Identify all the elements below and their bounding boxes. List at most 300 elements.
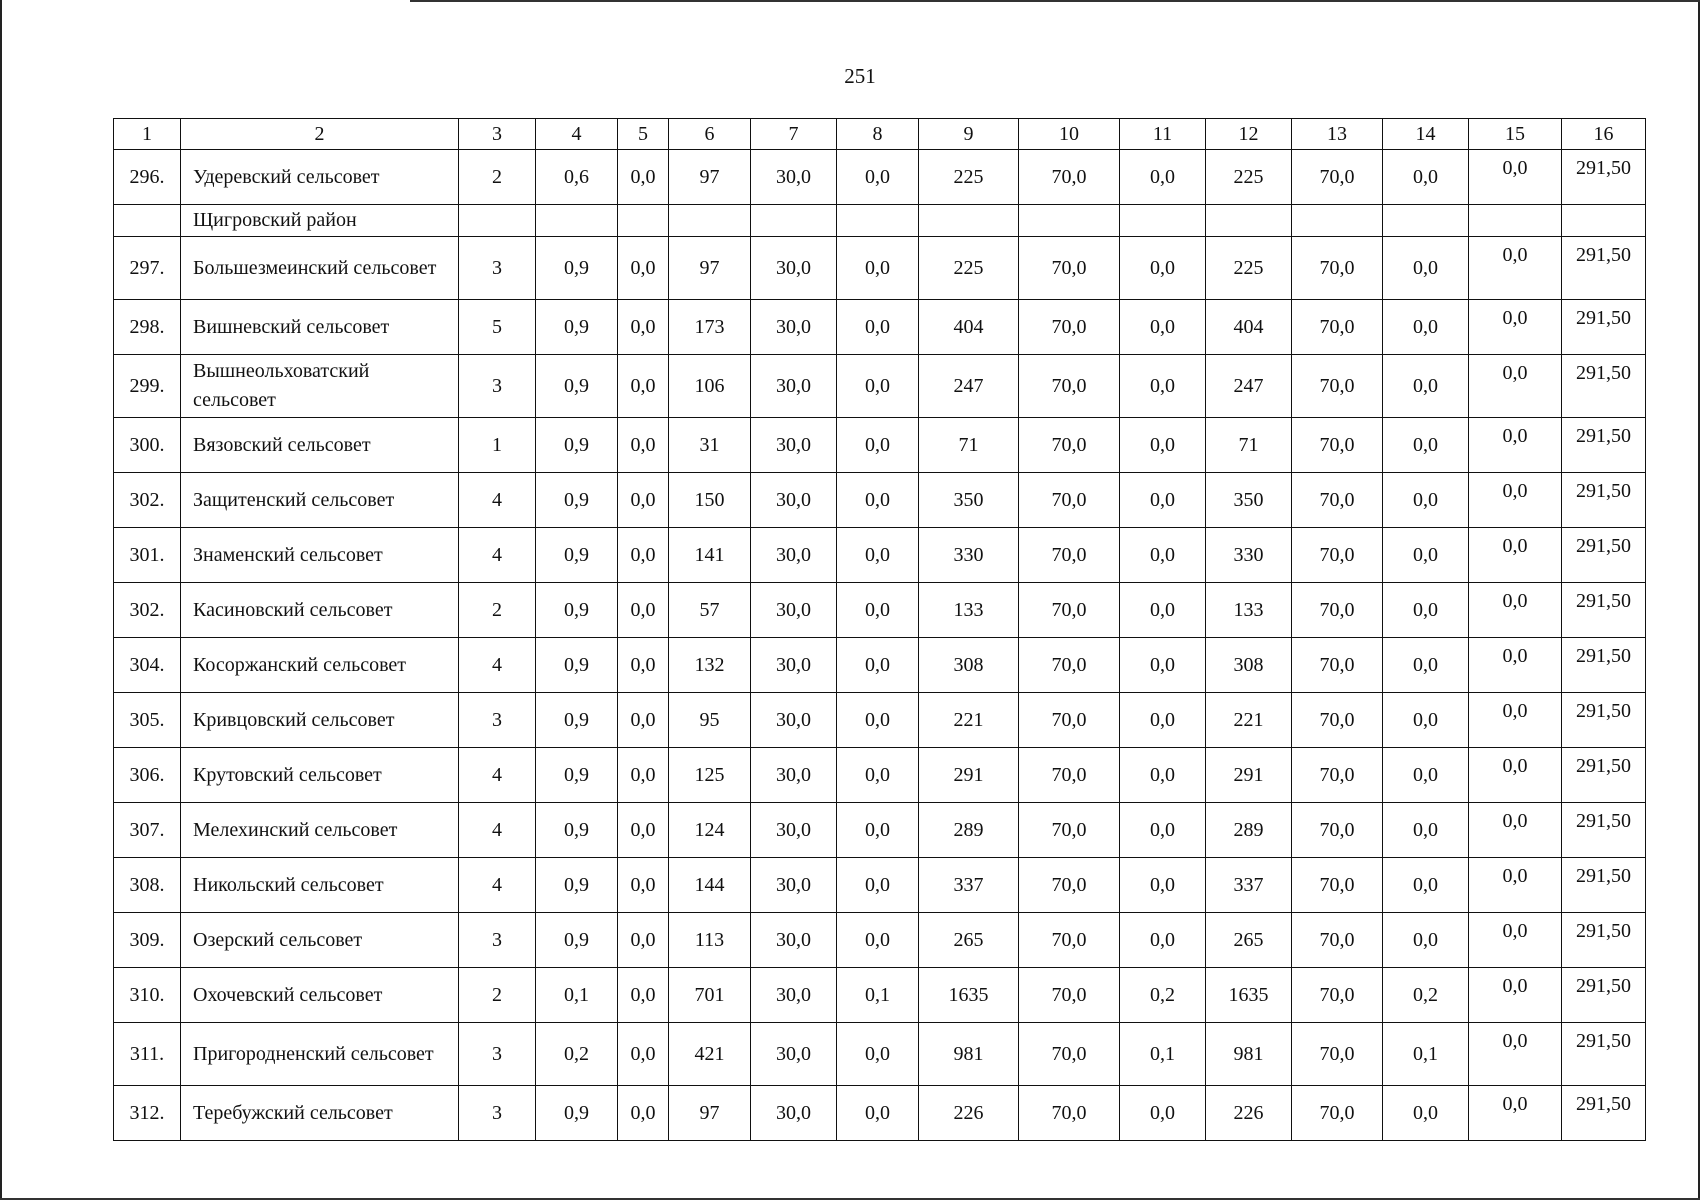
value-cell: 0,1 xyxy=(1120,1023,1206,1086)
value-cell: 3 xyxy=(459,1086,536,1141)
value-cell: 0,0 xyxy=(1469,528,1562,583)
value-cell: 265 xyxy=(919,913,1019,968)
value-cell: 0,0 xyxy=(837,528,919,583)
page-number: 251 xyxy=(844,64,876,88)
value-cell: 70,0 xyxy=(1019,355,1120,418)
value-cell: 308 xyxy=(1206,638,1292,693)
column-number-header: 6 xyxy=(669,119,751,150)
value-cell: 0,0 xyxy=(837,913,919,968)
value-cell: 291,50 xyxy=(1562,748,1646,803)
value-cell: 0,0 xyxy=(1120,473,1206,528)
value-cell: 0,1 xyxy=(837,968,919,1023)
value-cell: 226 xyxy=(1206,1086,1292,1141)
value-cell: 150 xyxy=(669,473,751,528)
row-number-cell: 301. xyxy=(114,528,181,583)
table-body xyxy=(114,119,1646,1141)
value-cell: 70,0 xyxy=(1019,237,1120,300)
value-cell: 30,0 xyxy=(751,1023,837,1086)
table-row xyxy=(114,300,1646,355)
value-cell: 0,0 xyxy=(1383,300,1469,355)
value-cell: 0,6 xyxy=(536,150,618,205)
settlement-name-cell: Вязовский сельсовет xyxy=(181,418,459,473)
row-number-cell: 302. xyxy=(114,583,181,638)
value-cell: 70,0 xyxy=(1019,150,1120,205)
row-number-cell: 311. xyxy=(114,1023,181,1086)
value-cell: 0,0 xyxy=(618,355,669,418)
value-cell: 0,0 xyxy=(1469,693,1562,748)
table-row xyxy=(114,913,1646,968)
empty-cell xyxy=(919,205,1019,237)
value-cell: 4 xyxy=(459,748,536,803)
value-cell: 97 xyxy=(669,150,751,205)
value-cell: 70,0 xyxy=(1019,418,1120,473)
value-cell: 291,50 xyxy=(1562,693,1646,748)
column-number-row xyxy=(114,119,1646,150)
settlement-name-cell: Касиновский сельсовет xyxy=(181,583,459,638)
value-cell: 0,0 xyxy=(618,1086,669,1141)
value-cell: 70,0 xyxy=(1019,583,1120,638)
value-cell: 0,9 xyxy=(536,300,618,355)
value-cell: 0,9 xyxy=(536,803,618,858)
value-cell: 132 xyxy=(669,638,751,693)
value-cell: 0,2 xyxy=(536,1023,618,1086)
value-cell: 289 xyxy=(1206,803,1292,858)
value-cell: 0,0 xyxy=(837,638,919,693)
value-cell: 0,0 xyxy=(618,583,669,638)
value-cell: 337 xyxy=(1206,858,1292,913)
district-name: Щигровский район xyxy=(181,205,459,237)
value-cell: 291,50 xyxy=(1562,418,1646,473)
value-cell: 0,0 xyxy=(1383,418,1469,473)
empty-cell xyxy=(1562,205,1646,237)
row-number-cell: 297. xyxy=(114,237,181,300)
value-cell: 291,50 xyxy=(1562,300,1646,355)
value-cell: 0,0 xyxy=(618,803,669,858)
value-cell: 981 xyxy=(919,1023,1019,1086)
table-row xyxy=(114,638,1646,693)
value-cell: 30,0 xyxy=(751,968,837,1023)
value-cell: 125 xyxy=(669,748,751,803)
column-number-header: 7 xyxy=(751,119,837,150)
value-cell: 0,0 xyxy=(1120,528,1206,583)
row-number-cell: 310. xyxy=(114,968,181,1023)
value-cell: 1635 xyxy=(919,968,1019,1023)
row-number-cell: 305. xyxy=(114,693,181,748)
column-number-header: 2 xyxy=(181,119,459,150)
value-cell: 291,50 xyxy=(1562,150,1646,205)
value-cell: 30,0 xyxy=(751,150,837,205)
value-cell: 330 xyxy=(919,528,1019,583)
value-cell: 30,0 xyxy=(751,583,837,638)
value-cell: 4 xyxy=(459,803,536,858)
value-cell: 0,0 xyxy=(1469,473,1562,528)
value-cell: 0,0 xyxy=(1383,528,1469,583)
value-cell: 0,0 xyxy=(1469,913,1562,968)
value-cell: 0,0 xyxy=(837,803,919,858)
row-number-cell: 309. xyxy=(114,913,181,968)
value-cell: 0,9 xyxy=(536,528,618,583)
value-cell: 0,0 xyxy=(1120,1086,1206,1141)
settlement-name-cell: Защитенский сельсовет xyxy=(181,473,459,528)
value-cell: 0,0 xyxy=(837,1023,919,1086)
column-number-header: 1 xyxy=(114,119,181,150)
value-cell: 291,50 xyxy=(1562,803,1646,858)
value-cell: 3 xyxy=(459,693,536,748)
value-cell: 0,0 xyxy=(618,300,669,355)
settlement-name-cell: Пригородненский сельсовет xyxy=(181,1023,459,1086)
row-number-cell: 298. xyxy=(114,300,181,355)
value-cell: 3 xyxy=(459,355,536,418)
value-cell: 0,0 xyxy=(618,150,669,205)
table-row xyxy=(114,355,1646,418)
settlement-name-cell: Теребужский сельсовет xyxy=(181,1086,459,1141)
value-cell: 0,0 xyxy=(1383,1086,1469,1141)
table-row xyxy=(114,803,1646,858)
value-cell: 144 xyxy=(669,858,751,913)
table-row xyxy=(114,237,1646,300)
row-number-cell: 304. xyxy=(114,638,181,693)
value-cell: 3 xyxy=(459,913,536,968)
value-cell: 0,0 xyxy=(1469,968,1562,1023)
value-cell: 0,0 xyxy=(1469,748,1562,803)
table-row xyxy=(114,418,1646,473)
value-cell: 225 xyxy=(1206,150,1292,205)
value-cell: 4 xyxy=(459,473,536,528)
value-cell: 71 xyxy=(919,418,1019,473)
value-cell: 70,0 xyxy=(1019,473,1120,528)
empty-cell xyxy=(1383,205,1469,237)
value-cell: 0,0 xyxy=(1120,748,1206,803)
value-cell: 30,0 xyxy=(751,1086,837,1141)
value-cell: 30,0 xyxy=(751,418,837,473)
value-cell: 5 xyxy=(459,300,536,355)
settlement-name-cell: Вишневский сельсовет xyxy=(181,300,459,355)
value-cell: 0,0 xyxy=(837,300,919,355)
value-cell: 291,50 xyxy=(1562,237,1646,300)
value-cell: 0,0 xyxy=(1383,803,1469,858)
value-cell: 0,9 xyxy=(536,418,618,473)
value-cell: 0,0 xyxy=(618,237,669,300)
value-cell: 3 xyxy=(459,1023,536,1086)
settlement-name-cell: Вышнеольховатский сельсовет xyxy=(181,355,459,418)
value-cell: 70,0 xyxy=(1292,583,1383,638)
table-row xyxy=(114,1086,1646,1141)
column-number-header: 8 xyxy=(837,119,919,150)
settlement-name-cell: Озерский сельсовет xyxy=(181,913,459,968)
value-cell: 0,0 xyxy=(1383,693,1469,748)
value-cell: 0,0 xyxy=(1469,583,1562,638)
value-cell: 0,9 xyxy=(536,693,618,748)
empty-cell xyxy=(751,205,837,237)
settlement-name-cell: Мелехинский сельсовет xyxy=(181,803,459,858)
value-cell: 291,50 xyxy=(1562,1023,1646,1086)
value-cell: 291,50 xyxy=(1562,1086,1646,1141)
empty-cell xyxy=(837,205,919,237)
value-cell: 0,0 xyxy=(1469,150,1562,205)
empty-cell xyxy=(536,205,618,237)
value-cell: 0,0 xyxy=(618,913,669,968)
row-number-cell: 312. xyxy=(114,1086,181,1141)
value-cell: 70,0 xyxy=(1292,528,1383,583)
value-cell: 0,0 xyxy=(1120,300,1206,355)
value-cell: 2 xyxy=(459,150,536,205)
empty-cell xyxy=(669,205,751,237)
table-row xyxy=(114,968,1646,1023)
value-cell: 30,0 xyxy=(751,858,837,913)
value-cell: 350 xyxy=(919,473,1019,528)
value-cell: 0,9 xyxy=(536,237,618,300)
column-number-header: 14 xyxy=(1383,119,1469,150)
value-cell: 0,0 xyxy=(1469,355,1562,418)
value-cell: 350 xyxy=(1206,473,1292,528)
value-cell: 30,0 xyxy=(751,693,837,748)
value-cell: 0,0 xyxy=(1469,858,1562,913)
empty-cell xyxy=(459,205,536,237)
value-cell: 70,0 xyxy=(1292,355,1383,418)
value-cell: 225 xyxy=(1206,237,1292,300)
value-cell: 0,0 xyxy=(1383,858,1469,913)
value-cell: 70,0 xyxy=(1292,638,1383,693)
settlement-name-cell: Кривцовский сельсовет xyxy=(181,693,459,748)
value-cell: 0,0 xyxy=(618,418,669,473)
value-cell: 0,0 xyxy=(837,418,919,473)
value-cell: 70,0 xyxy=(1292,300,1383,355)
value-cell: 70,0 xyxy=(1292,748,1383,803)
column-number-header: 16 xyxy=(1562,119,1646,150)
value-cell: 226 xyxy=(919,1086,1019,1141)
value-cell: 0,0 xyxy=(1383,638,1469,693)
value-cell: 0,0 xyxy=(618,473,669,528)
table-row xyxy=(114,150,1646,205)
value-cell: 0,9 xyxy=(536,583,618,638)
value-cell: 0,0 xyxy=(1469,300,1562,355)
value-cell: 0,9 xyxy=(536,913,618,968)
value-cell: 291,50 xyxy=(1562,968,1646,1023)
value-cell: 0,0 xyxy=(618,693,669,748)
page-border-top xyxy=(410,0,1700,2)
value-cell: 30,0 xyxy=(751,355,837,418)
value-cell: 95 xyxy=(669,693,751,748)
value-cell: 225 xyxy=(919,150,1019,205)
value-cell: 70,0 xyxy=(1019,300,1120,355)
empty-cell xyxy=(1120,205,1206,237)
settlement-name-cell: Знаменский сельсовет xyxy=(181,528,459,583)
value-cell: 0,0 xyxy=(837,150,919,205)
value-cell: 0,0 xyxy=(1383,913,1469,968)
value-cell: 0,0 xyxy=(618,1023,669,1086)
row-number-cell: 302. xyxy=(114,473,181,528)
value-cell: 404 xyxy=(1206,300,1292,355)
empty-cell xyxy=(1292,205,1383,237)
value-cell: 70,0 xyxy=(1292,803,1383,858)
district-header-row xyxy=(114,205,1646,237)
value-cell: 30,0 xyxy=(751,473,837,528)
column-number-header: 9 xyxy=(919,119,1019,150)
table-row xyxy=(114,748,1646,803)
value-cell: 1 xyxy=(459,418,536,473)
value-cell: 0,0 xyxy=(1383,473,1469,528)
value-cell: 247 xyxy=(1206,355,1292,418)
value-cell: 30,0 xyxy=(751,528,837,583)
value-cell: 70,0 xyxy=(1019,693,1120,748)
value-cell: 0,0 xyxy=(618,858,669,913)
value-cell: 0,0 xyxy=(1120,638,1206,693)
value-cell: 0,0 xyxy=(1469,638,1562,693)
value-cell: 291,50 xyxy=(1562,583,1646,638)
value-cell: 1635 xyxy=(1206,968,1292,1023)
value-cell: 2 xyxy=(459,583,536,638)
value-cell: 0,0 xyxy=(837,237,919,300)
empty-cell xyxy=(618,205,669,237)
value-cell: 0,0 xyxy=(1469,418,1562,473)
value-cell: 0,0 xyxy=(1469,803,1562,858)
value-cell: 3 xyxy=(459,237,536,300)
value-cell: 0,0 xyxy=(837,858,919,913)
value-cell: 330 xyxy=(1206,528,1292,583)
value-cell: 0,0 xyxy=(837,1086,919,1141)
value-cell: 0,9 xyxy=(536,858,618,913)
value-cell: 124 xyxy=(669,803,751,858)
value-cell: 97 xyxy=(669,237,751,300)
value-cell: 308 xyxy=(919,638,1019,693)
value-cell: 70,0 xyxy=(1019,1086,1120,1141)
value-cell: 247 xyxy=(919,355,1019,418)
value-cell: 70,0 xyxy=(1019,913,1120,968)
value-cell: 0,9 xyxy=(536,355,618,418)
value-cell: 0,0 xyxy=(1469,237,1562,300)
value-cell: 173 xyxy=(669,300,751,355)
value-cell: 981 xyxy=(1206,1023,1292,1086)
value-cell: 0,0 xyxy=(1469,1023,1562,1086)
settlement-name-cell: Удеревский сельсовет xyxy=(181,150,459,205)
value-cell: 70,0 xyxy=(1019,748,1120,803)
value-cell: 0,0 xyxy=(618,638,669,693)
value-cell: 70,0 xyxy=(1292,913,1383,968)
value-cell: 0,0 xyxy=(1120,803,1206,858)
value-cell: 0,0 xyxy=(1120,913,1206,968)
value-cell: 133 xyxy=(1206,583,1292,638)
value-cell: 70,0 xyxy=(1292,1023,1383,1086)
row-number-cell: 308. xyxy=(114,858,181,913)
value-cell: 2 xyxy=(459,968,536,1023)
column-number-header: 13 xyxy=(1292,119,1383,150)
value-cell: 0,0 xyxy=(618,748,669,803)
column-number-header: 5 xyxy=(618,119,669,150)
value-cell: 0,0 xyxy=(618,528,669,583)
value-cell: 70,0 xyxy=(1292,473,1383,528)
table-row xyxy=(114,528,1646,583)
value-cell: 70,0 xyxy=(1292,418,1383,473)
value-cell: 70,0 xyxy=(1019,803,1120,858)
value-cell: 0,0 xyxy=(1469,1086,1562,1141)
value-cell: 421 xyxy=(669,1023,751,1086)
column-number-header: 11 xyxy=(1120,119,1206,150)
value-cell: 0,0 xyxy=(1383,355,1469,418)
column-number-header: 12 xyxy=(1206,119,1292,150)
value-cell: 106 xyxy=(669,355,751,418)
value-cell: 0,0 xyxy=(837,355,919,418)
value-cell: 71 xyxy=(1206,418,1292,473)
value-cell: 57 xyxy=(669,583,751,638)
row-number-cell: 306. xyxy=(114,748,181,803)
value-cell: 70,0 xyxy=(1019,1023,1120,1086)
value-cell: 265 xyxy=(1206,913,1292,968)
value-cell: 0,0 xyxy=(1120,858,1206,913)
value-cell: 221 xyxy=(1206,693,1292,748)
value-cell: 97 xyxy=(669,1086,751,1141)
value-cell: 291 xyxy=(919,748,1019,803)
value-cell: 289 xyxy=(919,803,1019,858)
value-cell: 70,0 xyxy=(1019,638,1120,693)
value-cell: 291 xyxy=(1206,748,1292,803)
row-number-cell: 296. xyxy=(114,150,181,205)
table-row xyxy=(114,473,1646,528)
value-cell: 0,0 xyxy=(1120,150,1206,205)
value-cell: 701 xyxy=(669,968,751,1023)
value-cell: 0,1 xyxy=(1383,1023,1469,1086)
value-cell: 4 xyxy=(459,638,536,693)
value-cell: 0,0 xyxy=(837,583,919,638)
value-cell: 0,0 xyxy=(1120,418,1206,473)
settlement-name-cell: Косоржанский сельсовет xyxy=(181,638,459,693)
value-cell: 30,0 xyxy=(751,748,837,803)
value-cell: 0,9 xyxy=(536,748,618,803)
value-cell: 30,0 xyxy=(751,638,837,693)
empty-cell xyxy=(114,205,181,237)
value-cell: 141 xyxy=(669,528,751,583)
value-cell: 70,0 xyxy=(1292,858,1383,913)
value-cell: 0,0 xyxy=(1383,748,1469,803)
value-cell: 70,0 xyxy=(1292,237,1383,300)
table-row xyxy=(114,858,1646,913)
value-cell: 70,0 xyxy=(1292,150,1383,205)
value-cell: 0,0 xyxy=(1383,237,1469,300)
page-border-left xyxy=(0,0,2,1200)
column-number-header: 4 xyxy=(536,119,618,150)
value-cell: 0,0 xyxy=(1120,583,1206,638)
column-number-header: 10 xyxy=(1019,119,1120,150)
value-cell: 0,9 xyxy=(536,1086,618,1141)
value-cell: 337 xyxy=(919,858,1019,913)
value-cell: 0,0 xyxy=(618,968,669,1023)
value-cell: 0,9 xyxy=(536,638,618,693)
settlement-name-cell: Большезмеинский сельсовет xyxy=(181,237,459,300)
value-cell: 113 xyxy=(669,913,751,968)
value-cell: 291,50 xyxy=(1562,528,1646,583)
value-cell: 4 xyxy=(459,858,536,913)
value-cell: 291,50 xyxy=(1562,355,1646,418)
value-cell: 70,0 xyxy=(1019,858,1120,913)
row-number-cell: 307. xyxy=(114,803,181,858)
value-cell: 291,50 xyxy=(1562,858,1646,913)
value-cell: 0,2 xyxy=(1120,968,1206,1023)
value-cell: 70,0 xyxy=(1019,968,1120,1023)
value-cell: 0,0 xyxy=(1120,355,1206,418)
table-row xyxy=(114,1023,1646,1086)
value-cell: 291,50 xyxy=(1562,638,1646,693)
value-cell: 0,0 xyxy=(1120,237,1206,300)
table-row xyxy=(114,583,1646,638)
value-cell: 70,0 xyxy=(1019,528,1120,583)
empty-cell xyxy=(1206,205,1292,237)
value-cell: 70,0 xyxy=(1292,968,1383,1023)
settlement-name-cell: Никольский сельсовет xyxy=(181,858,459,913)
value-cell: 291,50 xyxy=(1562,913,1646,968)
value-cell: 30,0 xyxy=(751,913,837,968)
table-row xyxy=(114,693,1646,748)
value-cell: 0,0 xyxy=(1383,583,1469,638)
value-cell: 0,0 xyxy=(1383,150,1469,205)
